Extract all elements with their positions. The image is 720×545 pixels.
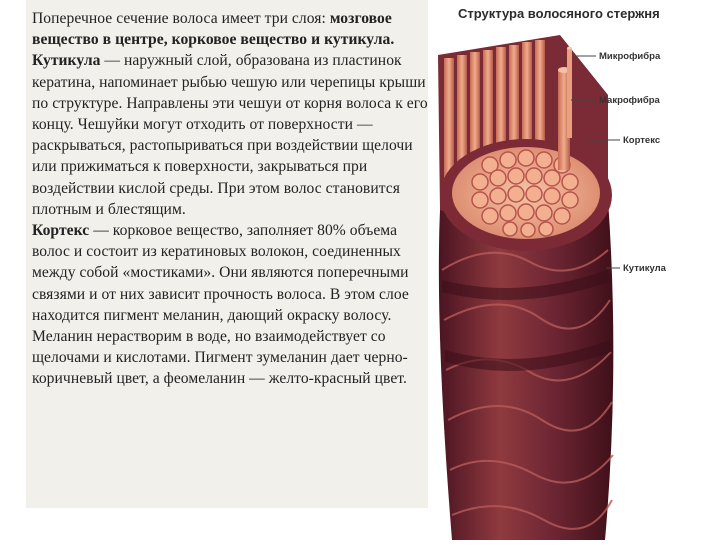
microfibril-rod: [567, 48, 572, 138]
cuticle-description: — наружный слой, образована из пластинок кератина, напоминает рыбью чешую или черепицы крыши по структуре. Направлены эти чешуи от корня волоса к его концу. Чешуйки могут отходить от поверхности — раскрываться, растопыриваться при воздействии щелочи или прижиматься к поверхности, закрываться при воздействии кислой среды. При этом волос становится плотным и блестящим.: [32, 52, 432, 218]
cortex-description: — корковое вещество, заполняет 80% объема волос и состоит из кератиновых волокон, соединенных между собой «мостиками». Они являются поперечными связями и от них зависит прочность волоса. В этом слое находится пигмент меланин, дающий окраску волосу. Меланин нерастворим в воде, но взаимодействует со щелочами и кислотами. Пигмент зумеланин дает черно-коричневый цвет, а феомеланин — желто-красный цвет.: [32, 222, 413, 388]
figure-title: Структура волосяного стержня: [458, 6, 660, 21]
intro-text: Поперечное сечение волоса имеет три слоя:: [32, 10, 330, 27]
macrofibril-label: Макрофибра: [599, 95, 660, 106]
cortex-label: Кортекс: [623, 135, 661, 146]
intro-bold-text: мозговое вещество в центре, корковое вещество и кутикула.: [32, 10, 396, 49]
cuticle-label: Кутикула: [623, 263, 666, 274]
cortex-term: Кортекс: [32, 222, 90, 240]
body-text: [32, 8, 432, 390]
text-panel: [26, 0, 432, 508]
microfibril-label: Микрофибра: [599, 51, 661, 62]
cuticle-term: Кутикула: [32, 52, 101, 70]
hair-shaft-illustration: [430, 0, 720, 540]
hair-structure-figure: [430, 0, 720, 540]
